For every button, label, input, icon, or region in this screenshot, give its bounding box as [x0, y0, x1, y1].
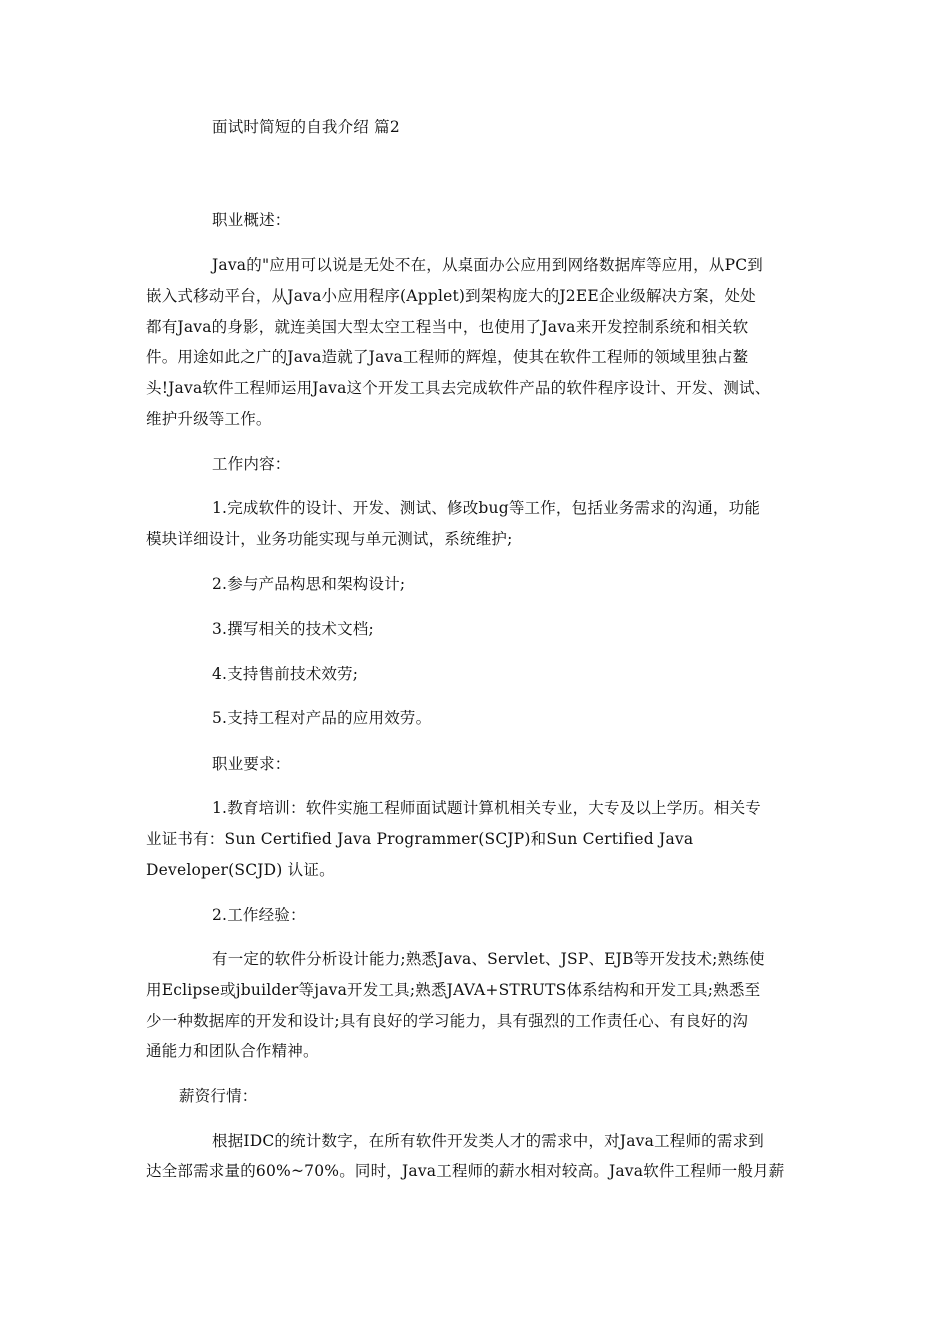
paragraph-line: 用Eclipse或jbuilder等java开发工具;熟悉JAVA+STRUTS体系结构和开发工具;熟悉至 [146, 981, 761, 999]
paragraph-line: 有一定的软件分析设计能力;熟悉Java、Servlet、JSP、EJB等开发技术;熟练使 [212, 950, 765, 968]
paragraph-line: 维护升级等工作。 [146, 410, 272, 428]
page-title: 面试时简短的自我介绍 篇2 [212, 118, 400, 136]
paragraph-line: 达全部需求量的60%~70%。同时，Java工程师的薪水相对较高。Java软件工程师一般月薪 [146, 1162, 785, 1180]
overview-heading: 职业概述： [212, 211, 291, 229]
paragraph-line: 1.完成软件的设计、开发、测试、修改bug等工作，包括业务需求的沟通，功能 [212, 499, 761, 517]
list-item: 2.参与产品构思和架构设计; [212, 575, 406, 593]
requirements-heading: 职业要求： [212, 755, 291, 773]
paragraph-line: 都有Java的身影，就连美国大型太空工程当中，也使用了Java来开发控制系统和相关软 [146, 318, 749, 336]
salary-heading: 薪资行情： [179, 1087, 258, 1105]
paragraph-line: 1.教育培训：软件实施工程师面试题计算机相关专业，大专及以上学历。相关专 [212, 799, 761, 817]
list-item: 3.撰写相关的技术文档; [212, 620, 374, 638]
paragraph-line: 根据IDC的统计数字，在所有软件开发类人才的需求中，对Java工程师的需求到 [212, 1132, 764, 1150]
paragraph-line: 嵌入式移动平台，从Java小应用程序(Applet)到架构庞大的J2EE企业级解决方案，处处 [146, 287, 756, 305]
paragraph-line: Developer(SCJD) 认证。 [146, 861, 335, 879]
list-item: 2.工作经验： [212, 906, 306, 924]
paragraph-line: 头!Java软件工程师运用Java这个开发工具去完成软件产品的软件程序设计、开发、测试、 [146, 379, 771, 397]
paragraph-line: 件。用途如此之广的Java造就了Java工程师的辉煌，使其在软件工程师的领域里独占鳌 [146, 348, 749, 366]
paragraph-line: 少一种数据库的开发和设计;具有良好的学习能力，具有强烈的工作责任心、有良好的沟 [146, 1012, 749, 1030]
paragraph-line: 通能力和团队合作精神。 [146, 1042, 319, 1060]
list-item: 4.支持售前技术效劳; [212, 665, 359, 683]
paragraph-line: 业证书有：Sun Certified Java Programmer(SCJP)和Sun Certified Java [146, 830, 694, 848]
list-item: 5.支持工程对产品的应用效劳。 [212, 709, 432, 727]
paragraph-line: 模块详细设计，业务功能实现与单元测试，系统维护; [146, 530, 513, 548]
paragraph-line: Java的"应用可以说是无处不在，从桌面办公应用到网络数据库等应用，从PC到 [212, 256, 763, 274]
work-heading: 工作内容： [212, 455, 291, 473]
